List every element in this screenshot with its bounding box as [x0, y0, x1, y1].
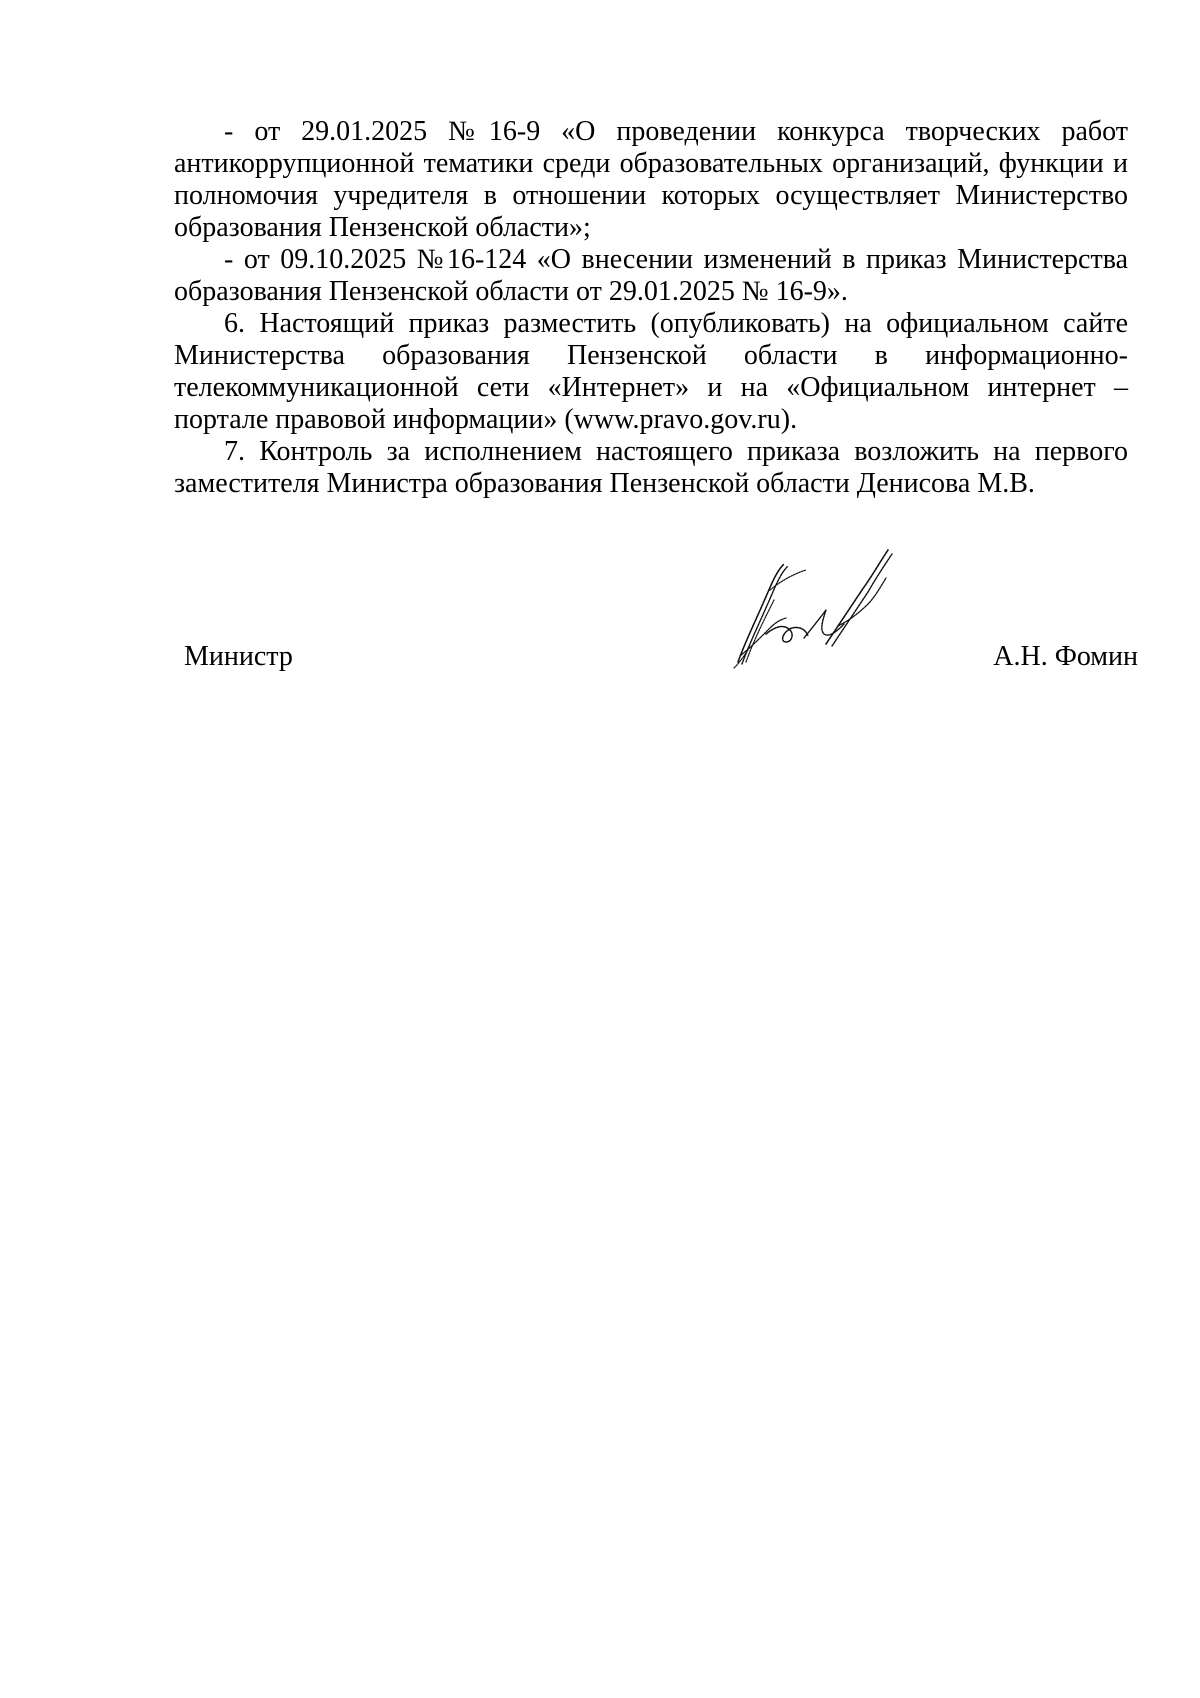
signature-block: [174, 628, 1138, 688]
paragraph-repeal-item-1: - от 29.01.2025 №16-9 «О проведении конкурса творческих работ антикоррупционной тематики среди образовательных организаций, функции и полномочия учредителя в отношении которых осуществляет Министерство образования Пензенской области»;: [174, 116, 1128, 243]
signatory-name: А.Н. Фомин: [993, 641, 1138, 672]
signatory-title: Министр: [184, 641, 293, 672]
document-body: [174, 116, 1128, 500]
paragraph-item-7-control: 7. Контроль за исполнением настоящего приказа возложить на первого заместителя Министра образования Пензенской области Денисова М.В.: [174, 436, 1128, 499]
paragraph-item-6-publication: 6. Настоящий приказ разместить (опубликовать) на официальном сайте Министерства образования Пензенской области в информационно-телекоммуникационной сети «Интернет» и на «Официальном интернет – портале правовой информации» (www.pravo.gov.ru).: [174, 308, 1128, 435]
paragraph-repeal-item-2: - от 09.10.2025 №16-124 «О внесении изменений в приказ Министерства образования Пензенской области от 29.01.2025 № 16-9».: [174, 244, 1128, 307]
